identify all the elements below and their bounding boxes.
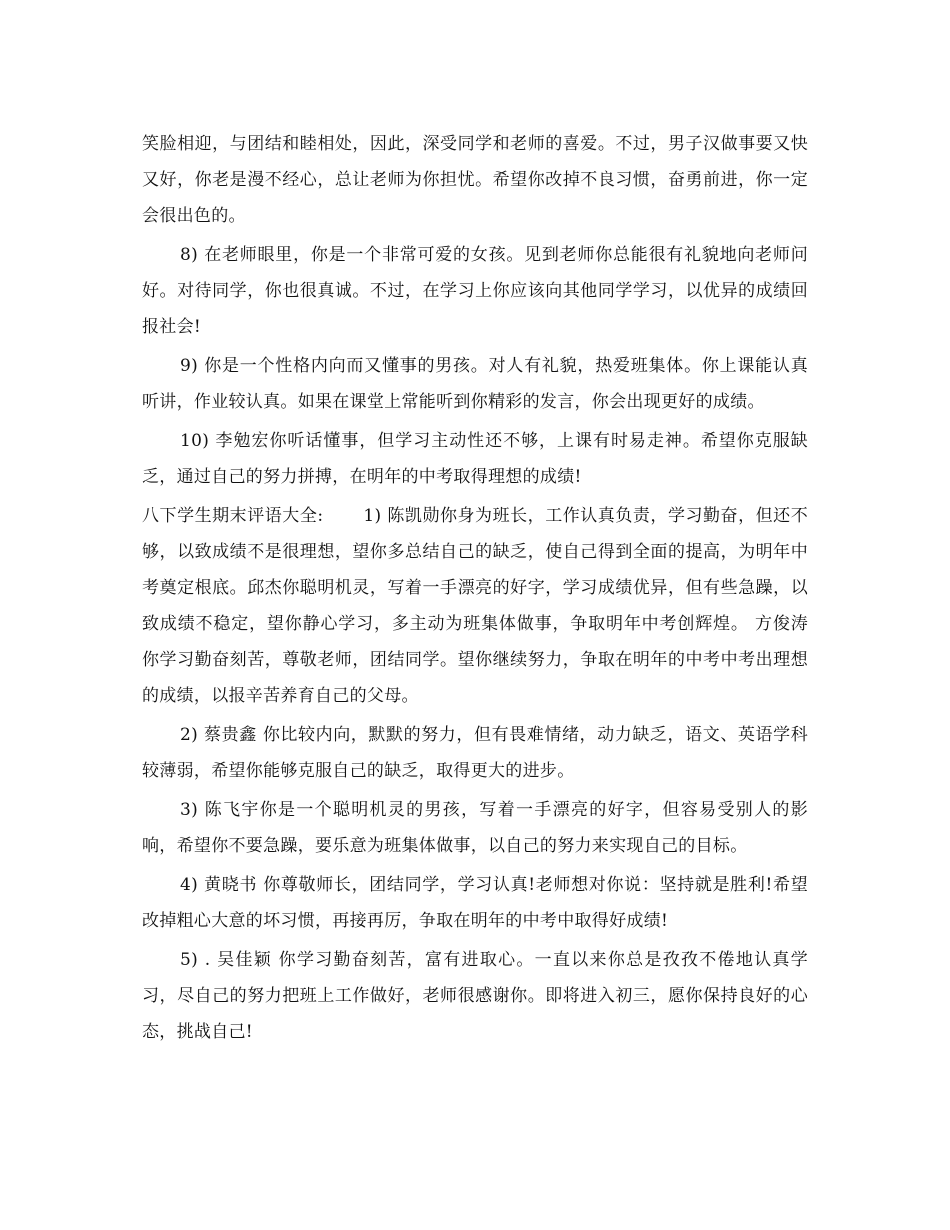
paragraph-comment-8: 8) 在老师眼里，你是一个非常可爱的女孩。见到老师你总能很有礼貌地向老师问好。对待同学，你也很真诚。不过，在学习上你应该向其他同学学习，以优异的成绩回报社会! — [142, 245, 808, 337]
section-comment-4: 4) 黄晓书 你尊敬师长，团结同学，学习认真!老师想对你说：坚持就是胜利!希望改掉粗心大意的坏习惯，再接再厉，争取在明年的中考中取得好成绩! — [142, 875, 808, 931]
section-heading: 八下学生期末评语大全: — [142, 506, 324, 526]
paragraph-continuation: 笑脸相迎，与团结和睦相处，因此，深受同学和老师的喜爱。不过，男子汉做事要又快又好，你老是漫不经心，总让老师为你担忧。希望你改掉不良习惯，奋勇前进，你一定会很出色的。 — [142, 134, 808, 226]
section-comment-2: 2) 蔡贵鑫 你比较内向，默默的努力，但有畏难情绪，动力缺乏，语文、英语学科较薄弱，希望你能够克服自己的缺乏，取得更大的进步。 — [142, 725, 808, 781]
paragraph-comment-9: 9) 你是一个性格内向而又懂事的男孩。对人有礼貌，热爱班集体。你上课能认真听讲，作业较认真。如果在课堂上常能听到你精彩的发言，你会出现更好的成绩。 — [142, 356, 808, 412]
document-page — [142, 126, 808, 1053]
section-comment-5: 5) . 吴佳颖 你学习勤奋刻苦，富有进取心。一直以来你总是孜孜不倦地认真学习，尽自己的努力把班上工作做好，老师很感谢你。即将进入初三，愿你保持良好的心态，挑战自己! — [142, 950, 808, 1042]
section-intro-paragraph — [142, 498, 808, 714]
section-comment-3: 3) 陈飞宇你是一个聪明机灵的男孩，写着一手漂亮的好字，但容易受别人的影响，希望你不要急躁，要乐意为班集体做事，以自己的努力来实现自己的目标。 — [142, 800, 808, 856]
section-comment-1: 1) 陈凯勋你身为班长，工作认真负责，学习勤奋，但还不够，以致成绩不是很理想，望你多总结自己的缺乏，使自己得到全面的提高，为明年中考奠定根底。邱杰你聪明机灵，写着一手漂亮的好字，学习成绩优异，但有些急躁，以致成绩不稳定，望你静心学习，多主动为班集体做事，争取明年中考创辉煌。 方俊涛 你学习勤奋刻苦，尊敬老师，团结同学。望你继续努力，争取在明年的中考中考出理想的成绩，以报辛苦养育自己的父母。 — [142, 506, 808, 706]
paragraph-comment-10: 10) 李勉宏你听话懂事，但学习主动性还不够，上课有时易走神。希望你克服缺乏，通过自己的努力拼搏，在明年的中考取得理想的成绩! — [142, 431, 808, 487]
